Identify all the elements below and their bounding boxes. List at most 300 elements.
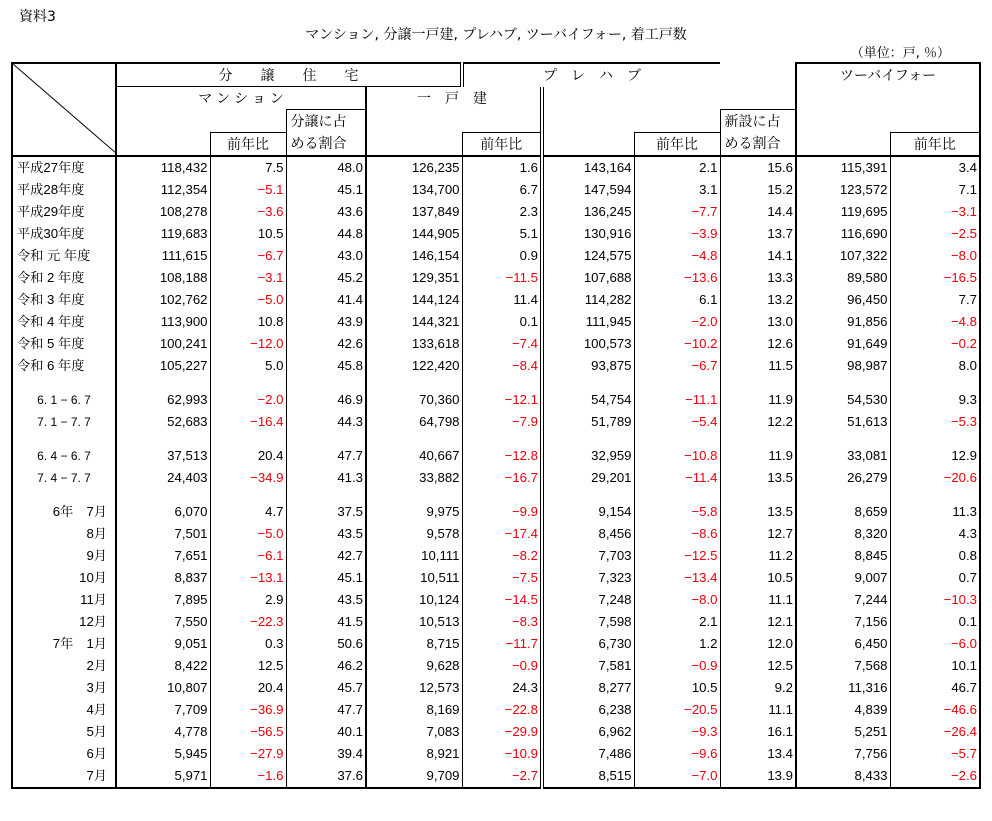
mansion-share: 50.6 [286,633,366,655]
twobyfour-count: 7,156 [796,611,890,633]
ikkodate-count: 70,360 [366,389,462,411]
prefab-count: 6,238 [542,699,634,721]
prefab-count: 100,573 [542,333,634,355]
row-label: 平成30年度 [12,223,116,245]
table-row [12,567,980,589]
ikkodate-yoy: −12.1 [462,389,542,411]
twobyfour-yoy: 8.0 [890,355,980,377]
ikkodate-yoy: −10.9 [462,743,542,765]
row-label: 8月 [12,523,116,545]
table-row [12,245,980,267]
twobyfour-count: 7,244 [796,589,890,611]
mansion-count: 37,513 [116,445,210,467]
twobyfour-yoy: 0.7 [890,567,980,589]
mansion-yoy: 2.9 [210,589,286,611]
row-label: 7月 [12,765,116,788]
ikkodate-yoy: −2.7 [462,765,542,788]
mansion-yoy: 0.3 [210,633,286,655]
prefab-yoy: −11.4 [634,467,720,489]
page-title: マンション, 分譲一戸建, プレハブ, ツーバイフォー, 着工戸数 [305,27,687,43]
prefab-count: 111,945 [542,311,634,333]
ikkodate-yoy: 6.7 [462,179,542,201]
twobyfour-yoy: −8.0 [890,245,980,267]
twobyfour-count: 11,316 [796,677,890,699]
prefab-yoy: −3.9 [634,223,720,245]
table-row [12,355,980,377]
ikkodate-count: 10,124 [366,589,462,611]
twobyfour-yoy: −20.6 [890,467,980,489]
mansion-yoy: −6.7 [210,245,286,267]
mansion-count: 8,837 [116,567,210,589]
twobyfour-count: 6,450 [796,633,890,655]
prefab-yoy: −10.2 [634,333,720,355]
table-row [12,333,980,355]
row-label: 12月 [12,611,116,633]
table-row [12,289,980,311]
twobyfour-yoy: −2.5 [890,223,980,245]
prefab-share: 13.7 [720,223,796,245]
prefab-yoy: −4.8 [634,245,720,267]
prefab-yoy: −7.7 [634,201,720,223]
row-label: 令和 元 年度 [12,245,116,267]
mansion-count: 5,971 [116,765,210,788]
prefab-share: 12.2 [720,411,796,433]
mansion-share: 45.2 [286,267,366,289]
mansion-yoy: 10.8 [210,311,286,333]
spacer-row [12,433,980,445]
ikkodate-count: 8,921 [366,743,462,765]
mansion-count: 118,432 [116,156,210,179]
mansion-share: 37.5 [286,501,366,523]
twobyfour-count: 8,320 [796,523,890,545]
mansion-share: 39.4 [286,743,366,765]
twobyfour-yoy: −10.3 [890,589,980,611]
mansion-count: 7,550 [116,611,210,633]
ikkodate-yoy: −8.3 [462,611,542,633]
ikkodate-count: 144,124 [366,289,462,311]
prefab-share: 13.0 [720,311,796,333]
twobyfour-count: 123,572 [796,179,890,201]
ikkodate-count: 12,573 [366,677,462,699]
ikkodate-count: 9,578 [366,523,462,545]
mansion-yoy: −5.1 [210,179,286,201]
ikkodate-yoy: −22.8 [462,699,542,721]
prefab-yoy: 10.5 [634,677,720,699]
twobyfour-count: 33,081 [796,445,890,467]
twobyfour-count: 5,251 [796,721,890,743]
prefab-share: 13.2 [720,289,796,311]
header-yoy-ikkodate: 前年比 [462,132,542,156]
prefab-share: 12.5 [720,655,796,677]
mansion-count: 52,683 [116,411,210,433]
prefab-yoy: −11.1 [634,389,720,411]
diagonal-line [13,64,116,154]
mansion-yoy: −34.9 [210,467,286,489]
table-row [12,699,980,721]
mansion-yoy: −1.6 [210,765,286,788]
prefab-share: 11.1 [720,589,796,611]
twobyfour-count: 8,433 [796,765,890,788]
prefab-count: 93,875 [542,355,634,377]
mansion-yoy: −3.6 [210,201,286,223]
ikkodate-yoy: −29.9 [462,721,542,743]
prefab-yoy: −9.6 [634,743,720,765]
prefab-count: 8,456 [542,523,634,545]
prefab-share: 11.9 [720,445,796,467]
ikkodate-yoy: −11.5 [462,267,542,289]
prefab-share: 13.5 [720,467,796,489]
prefab-yoy: −9.3 [634,721,720,743]
mansion-count: 108,188 [116,267,210,289]
mansion-yoy: −22.3 [210,611,286,633]
mansion-share: 48.0 [286,156,366,179]
table-row [12,411,980,433]
mansion-yoy: 5.0 [210,355,286,377]
mansion-share: 41.5 [286,611,366,633]
table-row [12,201,980,223]
table-row [12,445,980,467]
table-row [12,655,980,677]
ikkodate-yoy: −7.5 [462,567,542,589]
ikkodate-count: 10,513 [366,611,462,633]
table-row [12,311,980,333]
table-row [12,743,980,765]
ikkodate-count: 9,709 [366,765,462,788]
ikkodate-yoy: −0.9 [462,655,542,677]
prefab-count: 29,201 [542,467,634,489]
twobyfour-yoy: 7.1 [890,179,980,201]
mansion-yoy: −27.9 [210,743,286,765]
prefab-count: 114,282 [542,289,634,311]
ikkodate-yoy: −16.7 [462,467,542,489]
row-label: 5月 [12,721,116,743]
prefab-yoy: 3.1 [634,179,720,201]
table-row [12,467,980,489]
twobyfour-count: 91,856 [796,311,890,333]
ikkodate-yoy: −8.2 [462,545,542,567]
row-label: 平成28年度 [12,179,116,201]
mansion-count: 113,900 [116,311,210,333]
ikkodate-count: 146,154 [366,245,462,267]
prefab-share: 15.6 [720,156,796,179]
ikkodate-count: 8,169 [366,699,462,721]
header-share-new-2: める割合 [720,132,796,156]
twobyfour-yoy: 3.4 [890,156,980,179]
mansion-share: 45.1 [286,567,366,589]
mansion-count: 7,501 [116,523,210,545]
ikkodate-count: 10,511 [366,567,462,589]
row-label: 令和 5 年度 [12,333,116,355]
table-row [12,389,980,411]
ikkodate-count: 9,975 [366,501,462,523]
prefab-count: 8,277 [542,677,634,699]
row-label: 6月 [12,743,116,765]
mansion-share: 47.7 [286,445,366,467]
header-share-bunjo-1: 分譲に占 [286,110,366,133]
prefab-yoy: −2.0 [634,311,720,333]
mansion-share: 41.3 [286,467,366,489]
twobyfour-yoy: 10.1 [890,655,980,677]
mansion-count: 112,354 [116,179,210,201]
row-label: 6. 4 − 6. 7 [12,445,116,467]
prefab-count: 7,581 [542,655,634,677]
mansion-yoy: −36.9 [210,699,286,721]
table-row [12,721,980,743]
twobyfour-count: 51,613 [796,411,890,433]
prefab-count: 8,515 [542,765,634,788]
mansion-count: 6,070 [116,501,210,523]
header-prefab: プ レ ハ ブ [462,63,720,87]
prefab-count: 54,754 [542,389,634,411]
twobyfour-yoy: −5.7 [890,743,980,765]
mansion-count: 108,278 [116,201,210,223]
mansion-share: 44.8 [286,223,366,245]
ikkodate-yoy: 0.1 [462,311,542,333]
twobyfour-count: 8,845 [796,545,890,567]
mansion-share: 42.7 [286,545,366,567]
mansion-yoy: 10.5 [210,223,286,245]
row-label: 令和 2 年度 [12,267,116,289]
prefab-yoy: −5.4 [634,411,720,433]
mansion-yoy: −13.1 [210,567,286,589]
twobyfour-yoy: −3.1 [890,201,980,223]
ikkodate-yoy: −17.4 [462,523,542,545]
prefab-share: 12.7 [720,523,796,545]
row-label: 11月 [12,589,116,611]
header-ikkodate: 一 戸 建 [366,87,542,110]
twobyfour-count: 91,649 [796,333,890,355]
prefab-yoy: 1.2 [634,633,720,655]
mansion-share: 43.5 [286,523,366,545]
ikkodate-yoy: −14.5 [462,589,542,611]
mansion-count: 119,683 [116,223,210,245]
table-row [12,545,980,567]
row-label: 6年 7月 [12,501,116,523]
twobyfour-yoy: −5.3 [890,411,980,433]
prefab-share: 13.9 [720,765,796,788]
prefab-count: 124,575 [542,245,634,267]
ikkodate-count: 133,618 [366,333,462,355]
mansion-share: 43.0 [286,245,366,267]
table-row [12,156,980,179]
ikkodate-yoy: 0.9 [462,245,542,267]
header-mansion: マ ン シ ョ ン [116,87,366,110]
mansion-share: 41.4 [286,289,366,311]
mansion-share: 46.2 [286,655,366,677]
table-row [12,523,980,545]
prefab-yoy: −20.5 [634,699,720,721]
prefab-count: 143,164 [542,156,634,179]
ikkodate-count: 7,083 [366,721,462,743]
mansion-yoy: −5.0 [210,289,286,311]
mansion-yoy: −3.1 [210,267,286,289]
twobyfour-yoy: −4.8 [890,311,980,333]
ikkodate-count: 33,882 [366,467,462,489]
row-label: 2月 [12,655,116,677]
prefab-count: 51,789 [542,411,634,433]
prefab-share: 12.0 [720,633,796,655]
prefab-yoy: 2.1 [634,611,720,633]
ikkodate-count: 64,798 [366,411,462,433]
mansion-share: 44.3 [286,411,366,433]
spacer-row [12,489,980,501]
prefab-share: 11.1 [720,699,796,721]
prefab-share: 13.5 [720,501,796,523]
twobyfour-yoy: 12.9 [890,445,980,467]
twobyfour-yoy: 9.3 [890,389,980,411]
prefab-count: 7,598 [542,611,634,633]
prefab-share: 16.1 [720,721,796,743]
mansion-count: 62,993 [116,389,210,411]
table-row [12,179,980,201]
mansion-share: 46.9 [286,389,366,411]
table-row [12,589,980,611]
twobyfour-count: 96,450 [796,289,890,311]
mansion-count: 111,615 [116,245,210,267]
row-label: 9月 [12,545,116,567]
prefab-count: 7,486 [542,743,634,765]
prefab-share: 13.4 [720,743,796,765]
prefab-count: 130,916 [542,223,634,245]
twobyfour-count: 26,279 [796,467,890,489]
prefab-share: 11.5 [720,355,796,377]
ikkodate-count: 129,351 [366,267,462,289]
row-label: 令和 6 年度 [12,355,116,377]
twobyfour-count: 7,756 [796,743,890,765]
prefab-yoy: −6.7 [634,355,720,377]
twobyfour-yoy: 11.3 [890,501,980,523]
prefab-share: 11.9 [720,389,796,411]
table-row [12,611,980,633]
prefab-share: 12.1 [720,611,796,633]
ikkodate-count: 137,849 [366,201,462,223]
mansion-yoy: −6.1 [210,545,286,567]
table-row [12,501,980,523]
unit-note: （単位：戸, ％） [850,46,950,61]
prefab-share: 9.2 [720,677,796,699]
header-share-new-1: 新設に占 [720,110,796,133]
prefab-yoy: −8.0 [634,589,720,611]
mansion-share: 45.7 [286,677,366,699]
prefab-yoy: −5.8 [634,501,720,523]
mansion-count: 102,762 [116,289,210,311]
twobyfour-yoy: −0.2 [890,333,980,355]
mansion-yoy: −5.0 [210,523,286,545]
mansion-share: 40.1 [286,721,366,743]
ikkodate-yoy: −12.8 [462,445,542,467]
table-row [12,267,980,289]
twobyfour-count: 4,839 [796,699,890,721]
mansion-share: 42.6 [286,333,366,355]
header-corner [12,63,116,156]
row-label: 10月 [12,567,116,589]
mansion-yoy: 7.5 [210,156,286,179]
ikkodate-yoy: −7.9 [462,411,542,433]
mansion-yoy: −12.0 [210,333,286,355]
document-label: 資料3 [19,9,56,25]
ikkodate-count: 9,628 [366,655,462,677]
twobyfour-count: 7,568 [796,655,890,677]
ikkodate-count: 126,235 [366,156,462,179]
twobyfour-yoy: −16.5 [890,267,980,289]
mansion-count: 24,403 [116,467,210,489]
mansion-count: 10,807 [116,677,210,699]
twobyfour-yoy: −6.0 [890,633,980,655]
prefab-count: 32,959 [542,445,634,467]
header-share-bunjo-2: める割合 [286,132,366,156]
prefab-yoy: 2.1 [634,156,720,179]
table-row [12,633,980,655]
prefab-yoy: −12.5 [634,545,720,567]
header-twobyfour: ツーバイフォー [796,63,980,87]
mansion-count: 5,945 [116,743,210,765]
prefab-yoy: −0.9 [634,655,720,677]
twobyfour-count: 54,530 [796,389,890,411]
housing-starts-table [11,62,981,789]
table-row [12,765,980,788]
ikkodate-yoy: −9.9 [462,501,542,523]
mansion-count: 9,051 [116,633,210,655]
twobyfour-count: 8,659 [796,501,890,523]
table-row [12,677,980,699]
prefab-count: 6,962 [542,721,634,743]
mansion-yoy: 4.7 [210,501,286,523]
row-label: 令和 4 年度 [12,311,116,333]
twobyfour-count: 115,391 [796,156,890,179]
row-label: 7年 1月 [12,633,116,655]
ikkodate-yoy: 1.6 [462,156,542,179]
prefab-share: 12.6 [720,333,796,355]
mansion-yoy: −2.0 [210,389,286,411]
twobyfour-count: 89,580 [796,267,890,289]
prefab-yoy: −7.0 [634,765,720,788]
twobyfour-yoy: 4.3 [890,523,980,545]
twobyfour-count: 116,690 [796,223,890,245]
prefab-share: 15.2 [720,179,796,201]
twobyfour-count: 119,695 [796,201,890,223]
ikkodate-count: 40,667 [366,445,462,467]
twobyfour-yoy: −2.6 [890,765,980,788]
mansion-share: 47.7 [286,699,366,721]
ikkodate-count: 8,715 [366,633,462,655]
row-label: 6. 1 − 6. 7 [12,389,116,411]
prefab-share: 11.2 [720,545,796,567]
prefab-share: 13.3 [720,267,796,289]
mansion-share: 43.9 [286,311,366,333]
ikkodate-count: 10,111 [366,545,462,567]
table-row [12,223,980,245]
ikkodate-count: 134,700 [366,179,462,201]
prefab-count: 7,323 [542,567,634,589]
twobyfour-yoy: 0.8 [890,545,980,567]
twobyfour-count: 98,987 [796,355,890,377]
ikkodate-yoy: −11.7 [462,633,542,655]
twobyfour-yoy: −26.4 [890,721,980,743]
row-label: 令和 3 年度 [12,289,116,311]
twobyfour-yoy: 0.1 [890,611,980,633]
header-bunjo: 分 譲 住 宅 [116,63,462,87]
ikkodate-yoy: 24.3 [462,677,542,699]
mansion-count: 7,895 [116,589,210,611]
prefab-count: 9,154 [542,501,634,523]
mansion-share: 37.6 [286,765,366,788]
prefab-yoy: −13.4 [634,567,720,589]
prefab-count: 7,248 [542,589,634,611]
prefab-count: 7,703 [542,545,634,567]
ikkodate-yoy: 11.4 [462,289,542,311]
prefab-count: 136,245 [542,201,634,223]
prefab-count: 6,730 [542,633,634,655]
